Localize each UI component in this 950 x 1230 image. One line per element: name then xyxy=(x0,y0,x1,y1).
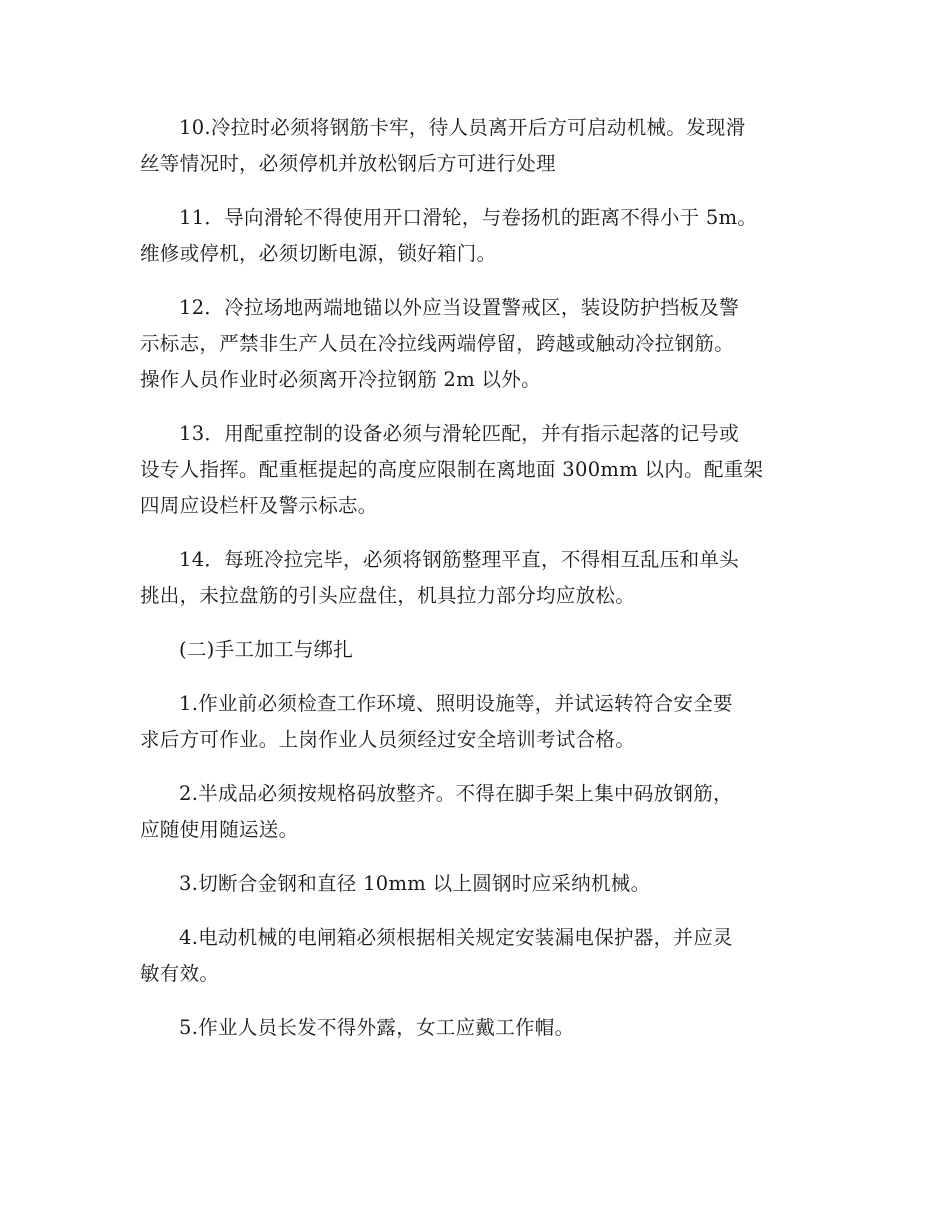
paragraph-line: 11．导向滑轮不得使用开口滑轮，与卷扬机的距离不得小于 5m。 xyxy=(179,206,758,229)
paragraph-line: 求后方可作业。上岗作业人员须经过安全培训考试合格。 xyxy=(140,728,636,751)
paragraph-14 xyxy=(140,542,800,614)
paragraph-line: 10.冷拉时必须将钢筋卡牢，待人员离开后方可启动机械。发现滑 xyxy=(179,116,746,139)
paragraph-10 xyxy=(140,110,800,182)
paragraph-line: 5.作业人员长发不得外露，女工应戴工作帽。 xyxy=(179,1016,575,1039)
paragraph-line: 2.半成品必须按规格码放整齐。不得在脚手架上集中码放钢筋， xyxy=(179,782,733,805)
paragraph-line: 13．用配重控制的设备必须与滑轮匹配，并有指示起落的记号或 xyxy=(179,422,740,445)
paragraph-13 xyxy=(140,416,800,524)
paragraph-line: 3.切断合金钢和直径 10mm 以上圆钢时应采纳机械。 xyxy=(179,872,651,895)
paragraph-1 xyxy=(140,686,800,758)
paragraph-4 xyxy=(140,920,800,992)
paragraph-line: 维修或停机，必须切断电源，锁好箱门。 xyxy=(140,242,497,265)
paragraph-2 xyxy=(140,776,800,848)
section-heading-text: (二)手工加工与绑扎 xyxy=(179,638,354,661)
paragraph-5 xyxy=(140,1010,800,1046)
paragraph-line: 应随使用随运送。 xyxy=(140,818,299,841)
paragraph-line: 1.作业前必须检查工作环境、照明设施等，并试运转符合安全要 xyxy=(179,692,733,715)
paragraph-line: 挑出，未拉盘筋的引头应盘住，机具拉力部分均应放松。 xyxy=(140,584,636,607)
paragraph-line: 14．每班冷拉完毕，必须将钢筋整理平直，不得相互乱压和单头 xyxy=(179,548,740,571)
paragraph-line: 操作人员作业时必须离开冷拉钢筋 2m 以外。 xyxy=(140,368,541,391)
paragraph-line: 丝等情况时，必须停机并放松钢后方可进行处理 xyxy=(140,152,556,175)
paragraph-line: 示标志，严禁非生产人员在冷拉线两端停留，跨越或触动冷拉钢筋。 xyxy=(140,332,735,355)
paragraph-line: 四周应设栏杆及警示标志。 xyxy=(140,494,378,517)
paragraph-12 xyxy=(140,290,800,398)
paragraph-line: 敏有效。 xyxy=(140,962,220,985)
paragraph-line: 4.电动机械的电闸箱必须根据相关规定安装漏电保护器，并应灵 xyxy=(179,926,733,949)
paragraph-11 xyxy=(140,200,800,272)
paragraph-3 xyxy=(140,866,800,902)
paragraph-line: 12．冷拉场地两端地锚以外应当设置警戒区，装设防护挡板及警 xyxy=(179,296,740,319)
section-heading xyxy=(140,632,800,668)
paragraph-line: 设专人指挥。配重框提起的高度应限制在离地面 300mm 以内。配重架 xyxy=(140,458,764,481)
